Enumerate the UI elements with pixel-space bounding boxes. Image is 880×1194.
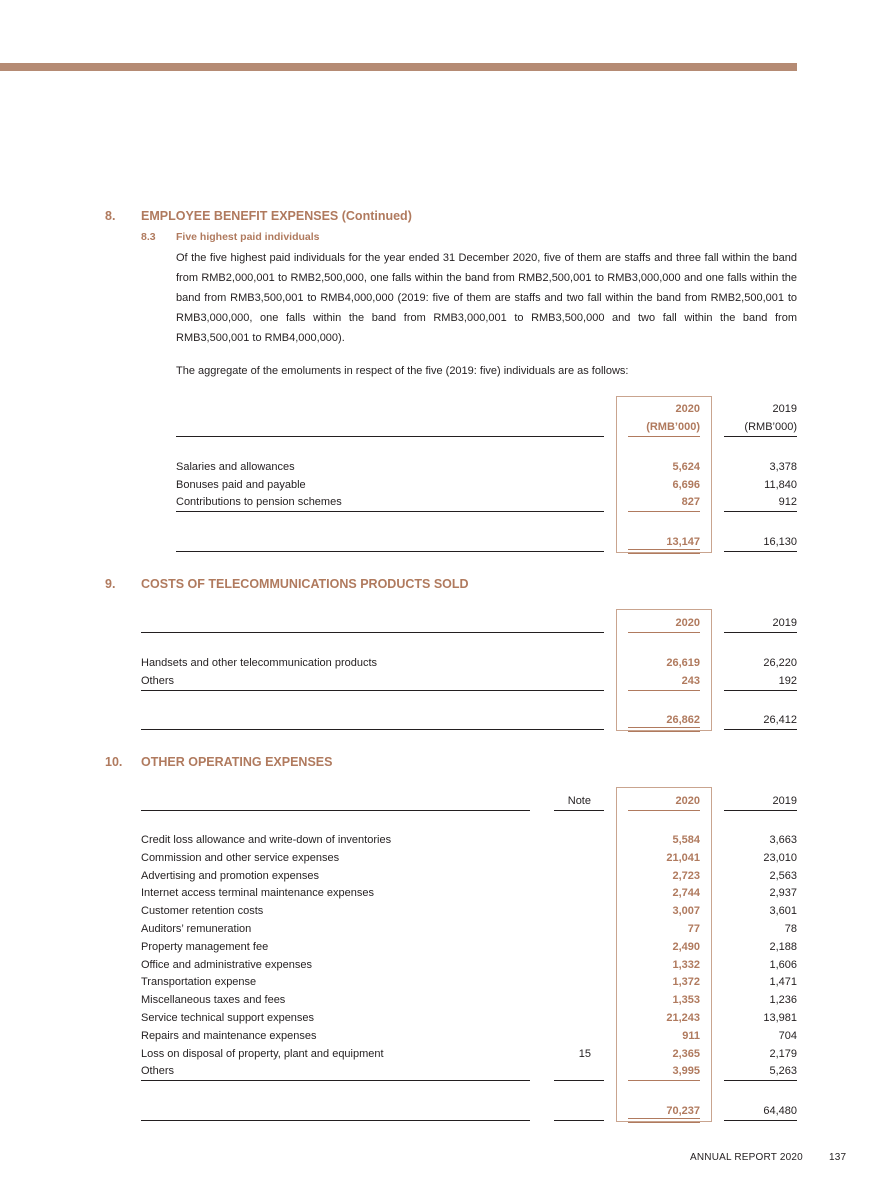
subsection-8-3-title: Five highest paid individuals xyxy=(176,231,320,243)
t3-row-prior: 2,188 xyxy=(769,941,797,953)
t3-row-current: 2,490 xyxy=(672,941,700,953)
t3-subtotal-rule-current xyxy=(628,1080,700,1081)
t2-year-current: 2020 xyxy=(675,617,700,629)
t3-row-label: Commission and other service expenses xyxy=(141,852,340,864)
t3-row-prior: 2,937 xyxy=(769,887,797,899)
t1-header-rule xyxy=(176,436,604,437)
t3-row-prior: 1,471 xyxy=(769,976,797,988)
current-year-highlight-box xyxy=(616,396,712,553)
t1-total-current: 13,147 xyxy=(666,536,700,548)
t3-header-rule xyxy=(141,810,530,811)
t3-row-prior: 1,236 xyxy=(769,994,797,1006)
t3-row-label: Advertising and promotion expenses xyxy=(141,870,319,882)
subsection-8-3-number: 8.3 xyxy=(141,231,156,243)
t2-row-prior: 26,220 xyxy=(763,657,797,669)
t2-total-rule-prior xyxy=(724,729,797,730)
t3-row-current: 1,372 xyxy=(672,976,700,988)
t3-row-prior: 2,563 xyxy=(769,870,797,882)
section-9-title: COSTS OF TELECOMMUNICATIONS PRODUCTS SOLD xyxy=(141,577,469,591)
t3-row-current: 3,995 xyxy=(672,1065,700,1077)
t3-row-current: 3,007 xyxy=(672,905,700,917)
t1-subtotal-rule-current xyxy=(628,511,700,512)
t3-row-label: Credit loss allowance and write-down of inventories xyxy=(141,834,392,846)
t3-row-label: Property management fee xyxy=(141,941,269,953)
t3-row-prior: 13,981 xyxy=(763,1012,797,1024)
t1-row-label: Bonuses paid and payable xyxy=(176,479,306,491)
t3-row-prior: 3,663 xyxy=(769,834,797,846)
t3-total-rule-note xyxy=(554,1120,604,1121)
t3-header-rule-current xyxy=(628,810,700,811)
t3-row-label: Auditors’ remuneration xyxy=(141,923,252,935)
t3-total-prior: 64,480 xyxy=(763,1105,797,1117)
t3-row-label: Loss on disposal of property, plant and equipment xyxy=(141,1048,384,1060)
t3-row-prior: 78 xyxy=(784,923,797,935)
t3-row-current: 1,332 xyxy=(672,959,700,971)
t3-row-label: Service technical support expenses xyxy=(141,1012,315,1024)
t1-row-label: Salaries and allowances xyxy=(176,461,295,473)
t3-row-current: 77 xyxy=(687,923,700,935)
t3-row-current: 5,584 xyxy=(672,834,700,846)
t1-unit-current: (RMB’000) xyxy=(646,421,700,433)
t3-row-prior: 3,601 xyxy=(769,905,797,917)
t1-row-current: 827 xyxy=(681,496,700,508)
section-8-number: 8. xyxy=(105,209,116,223)
t2-year-prior: 2019 xyxy=(772,617,797,629)
t3-row-label: Miscellaneous taxes and fees xyxy=(141,994,286,1006)
t3-subtotal-rule-note xyxy=(554,1080,604,1081)
t2-total-rule xyxy=(141,729,604,730)
t3-row-current: 911 xyxy=(682,1030,700,1042)
t1-row-label: Contributions to pension schemes xyxy=(176,496,342,508)
t2-row-label: Handsets and other telecommunication products xyxy=(141,657,378,669)
t1-total-rule xyxy=(176,551,604,552)
t2-subtotal-rule-current xyxy=(628,690,700,691)
aggregate-intro: The aggregate of the emoluments in respect of the five (2019: five) individuals are as follows: xyxy=(176,365,629,377)
t1-header-rule-current xyxy=(628,436,700,437)
t3-row-current: 1,353 xyxy=(672,994,700,1006)
t3-row-prior: 2,179 xyxy=(769,1048,797,1060)
t1-year-current: 2020 xyxy=(675,403,700,415)
t1-unit-prior: (RMB’000) xyxy=(744,421,797,433)
t2-row-label: Others xyxy=(141,675,175,687)
t3-row-prior: 23,010 xyxy=(763,852,797,864)
t3-total-current: 70,237 xyxy=(666,1105,700,1117)
t1-total-prior: 16,130 xyxy=(763,536,797,548)
t3-header-rule-note xyxy=(554,810,604,811)
five-highest-paragraph: Of the five highest paid individuals for the year ended 31 December 2020, five of them are staffs and three fall within the band from RMB2,000,001 to RMB2,500,000, one falls within the band from RMB2,500,001 to RMB3,000,000 and one falls within the band from RMB3,500,001 to RMB4,000,000 (2019: five of them are staffs and two fall within the band from RMB2,500,001 to RMB3,000,000, one falls within the band from RMB3,000,001 to RMB3,500,000 and two fall within the band from RMB3,500,001 to RMB4,000,000). xyxy=(176,252,797,344)
t3-row-current: 2,365 xyxy=(672,1048,700,1060)
t1-year-prior: 2019 xyxy=(772,403,797,415)
t2-header-rule-prior xyxy=(724,632,797,633)
t2-row-current: 243 xyxy=(681,675,700,687)
t3-subtotal-rule-prior xyxy=(724,1080,797,1081)
section-10-title: OTHER OPERATING EXPENSES xyxy=(141,755,333,769)
t3-header-rule-prior xyxy=(724,810,797,811)
t3-row-label: Transportation expense xyxy=(141,976,257,988)
t2-subtotal-rule xyxy=(141,690,604,691)
t3-row-prior: 5,263 xyxy=(769,1065,797,1077)
t1-header-rule-prior xyxy=(724,436,797,437)
t3-row-current: 21,243 xyxy=(666,1012,700,1024)
t3-total-rule-prior xyxy=(724,1120,797,1121)
t3-row-current: 2,723 xyxy=(672,870,700,882)
t1-row-current: 5,624 xyxy=(672,461,700,473)
t3-subtotal-rule xyxy=(141,1080,530,1081)
t3-row-label: Internet access terminal maintenance expenses xyxy=(141,887,374,899)
t1-row-current: 6,696 xyxy=(672,479,700,491)
top-accent-bar xyxy=(0,63,797,71)
t3-note-header: Note xyxy=(567,795,591,807)
t1-subtotal-rule-prior xyxy=(724,511,797,512)
t3-total-rule xyxy=(141,1120,530,1121)
t3-row-label: Repairs and maintenance expenses xyxy=(141,1030,317,1042)
t1-row-prior: 11,840 xyxy=(764,479,797,491)
t2-total-current: 26,862 xyxy=(666,714,700,726)
t3-row-label: Others xyxy=(141,1065,175,1077)
t3-row-note: 15 xyxy=(578,1048,591,1060)
footer-report-title: ANNUAL REPORT 2020 xyxy=(690,1152,803,1163)
t3-year-prior: 2019 xyxy=(772,795,797,807)
t2-header-rule-current xyxy=(628,632,700,633)
t2-row-prior: 192 xyxy=(778,675,797,687)
t2-header-rule xyxy=(141,632,604,633)
t2-total-double-rule-current xyxy=(628,727,700,732)
t3-total-double-rule-current xyxy=(628,1118,700,1123)
t1-total-rule-prior xyxy=(724,551,797,552)
t3-row-label: Office and administrative expenses xyxy=(141,959,312,971)
t1-row-prior: 912 xyxy=(778,496,797,508)
t1-row-prior: 3,378 xyxy=(769,461,797,473)
t2-subtotal-rule-prior xyxy=(724,690,797,691)
t3-row-current: 21,041 xyxy=(666,852,700,864)
page-number: 137 xyxy=(829,1152,847,1163)
t3-row-current: 2,744 xyxy=(672,887,700,899)
t3-row-prior: 704 xyxy=(778,1030,797,1042)
t1-subtotal-rule xyxy=(176,511,604,512)
section-9-number: 9. xyxy=(105,577,116,591)
t2-total-prior: 26,412 xyxy=(763,714,797,726)
section-10-number: 10. xyxy=(105,755,123,769)
t1-total-double-rule-current xyxy=(628,549,700,554)
t2-row-current: 26,619 xyxy=(666,657,700,669)
t3-row-label: Customer retention costs xyxy=(141,905,264,917)
section-8-title: EMPLOYEE BENEFIT EXPENSES (Continued) xyxy=(141,209,412,223)
t3-year-current: 2020 xyxy=(675,795,700,807)
t3-row-prior: 1,606 xyxy=(769,959,797,971)
